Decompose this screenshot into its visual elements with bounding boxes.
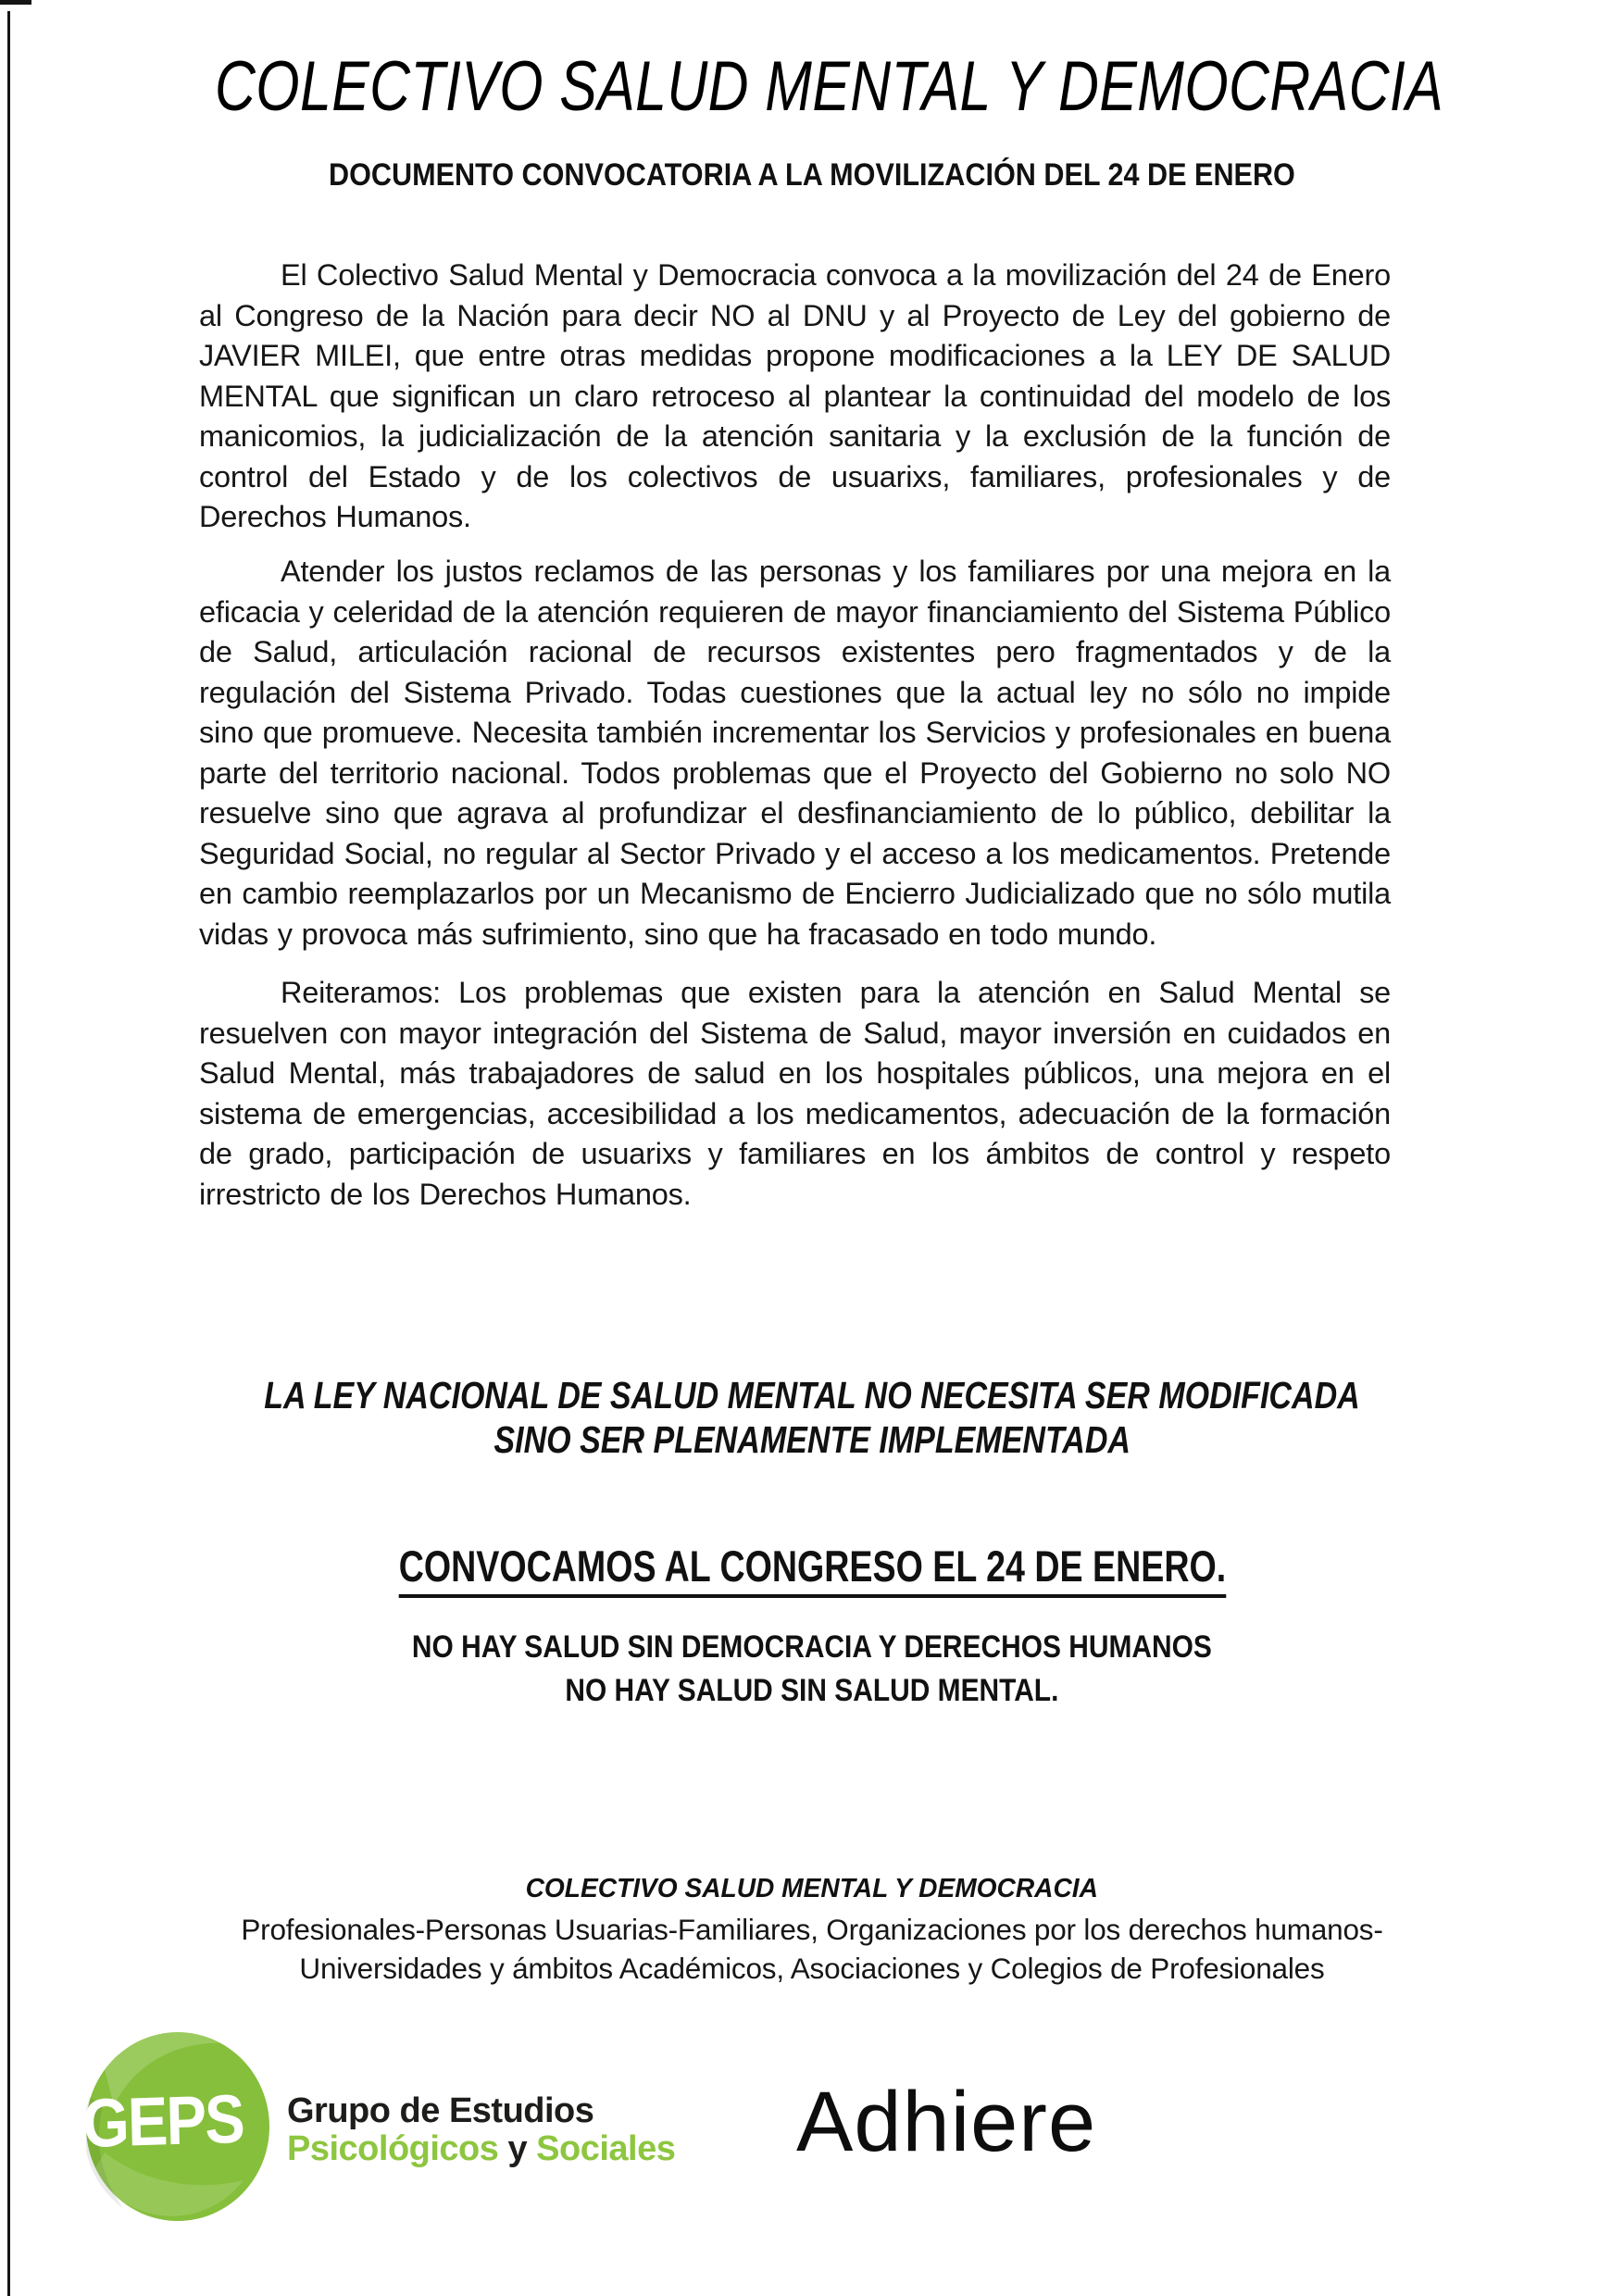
top-left-mark [0, 0, 31, 5]
geps-name-line-2 [287, 2130, 675, 2168]
page-title: COLECTIVO SALUD MENTAL Y DEMOCRACIA [215, 47, 1444, 126]
footer-members-line-2: Universidades y ámbitos Académicos, Asociaciones y Colegios de Profesionales [299, 1952, 1325, 1985]
statement-line-2-row [0, 1418, 1624, 1462]
convocation-row [0, 1541, 1624, 1598]
geps-name-line-1: Grupo de Estudios [287, 2091, 594, 2130]
geps-logo [81, 2032, 269, 2221]
geps-name-psicologicos: Psicológicos [287, 2129, 499, 2168]
page-subtitle: DOCUMENTO CONVOCATORIA A LA MOVILIZACIÓN DEL 24 DE ENERO [329, 157, 1295, 193]
slogan-line-2: NO HAY SALUD SIN SALUD MENTAL. [565, 1673, 1059, 1708]
footer-collective-row [0, 1874, 1624, 1904]
convocation-headline: CONVOCAMOS AL CONGRESO EL 24 DE ENERO. [398, 1541, 1226, 1598]
paragraph-convocation: El Colectivo Salud Mental y Democracia convoca a la movilización del 24 de Enero al Congreso de la Nación para decir NO al DNU y al Proyecto de Ley del gobierno de JAVIER MILEI, que entre otras medidas propone modificaciones a la LEY DE SALUD MENTAL que significan un claro retroceso al plantear la continuidad del modelo de los manicomios, la judicialización de la atención sanitaria y la exclusión de la función de control del Estado y de los colectivos de usuarixs, familiares, profesionales y de Derechos Humanos. [199, 258, 1391, 533]
paragraph-reiteration: Reiteramos: Los problemas que existen para la atención en Salud Mental se resuelven con mayor integración del Sistema de Salud, mayor inversión en cuidados en Salud Mental, más trabajadores de salud en los hospitales públicos, una mejora en el sistema de emergencias, accesibilidad a los medicamentos, adecuación de la formación de grado, participación de usuarixs y familiares en los ámbitos de control y respeto irrestricto de los Derechos Humanos. [199, 976, 1391, 1211]
geps-logo-name [287, 2092, 675, 2168]
slogan-1-row [0, 1629, 1624, 1666]
footer-collective-name: COLECTIVO SALUD MENTAL Y DEMOCRACIA [525, 1874, 1099, 1903]
paragraph-demands: Atender los justos reclamos de las personas y los familiares por una mejora en la eficacia y celeridad de la atención requieren de mayor financiamiento del Sistema Público de Salud, articulación racional de recursos existentes pero fragmentados y de la regulación del Sistema Privado. Todas cuestiones que la actual ley no sólo no impide sino que promueve. Necesita también incrementar los Servicios y profesionales en buena parte del territorio nacional. Todos problemas que el Proyecto del Gobierno no solo NO resuelve sino que agrava al profundizar el desfinanciamiento de lo público, debilitar la Seguridad Social, no regular al Sector Privado y el acceso a los medicamentos. Pretende en cambio reemplazarlos por un Mecanismo de Encierro Judicializado que no sólo mutila vidas y provoca más sufrimiento, sino que ha fracasado en todo mundo. [199, 555, 1391, 951]
geps-acronym: GEPS [81, 2079, 244, 2162]
slogan-2-row [0, 1673, 1624, 1709]
footer-members-line-1: Profesionales-Personas Usuarias-Familiares, Organizaciones por los derechos humanos- [241, 1913, 1383, 1946]
statement-line-1-row [0, 1374, 1624, 1417]
subtitle-row [0, 157, 1624, 193]
statement-line-1: LA LEY NACIONAL DE SALUD MENTAL NO NECESITA SER MODIFICADA [264, 1374, 1360, 1416]
geps-name-y: y [498, 2129, 537, 2168]
slogan-line-1: NO HAY SALUD SIN DEMOCRACIA Y DERECHOS HUMANOS [412, 1629, 1212, 1665]
adhesion-label: Adhiere [796, 2075, 1097, 2169]
statement-line-2: SINO SER PLENAMENTE IMPLEMENTADA [493, 1418, 1131, 1461]
geps-name-sociales: Sociales [536, 2129, 676, 2168]
